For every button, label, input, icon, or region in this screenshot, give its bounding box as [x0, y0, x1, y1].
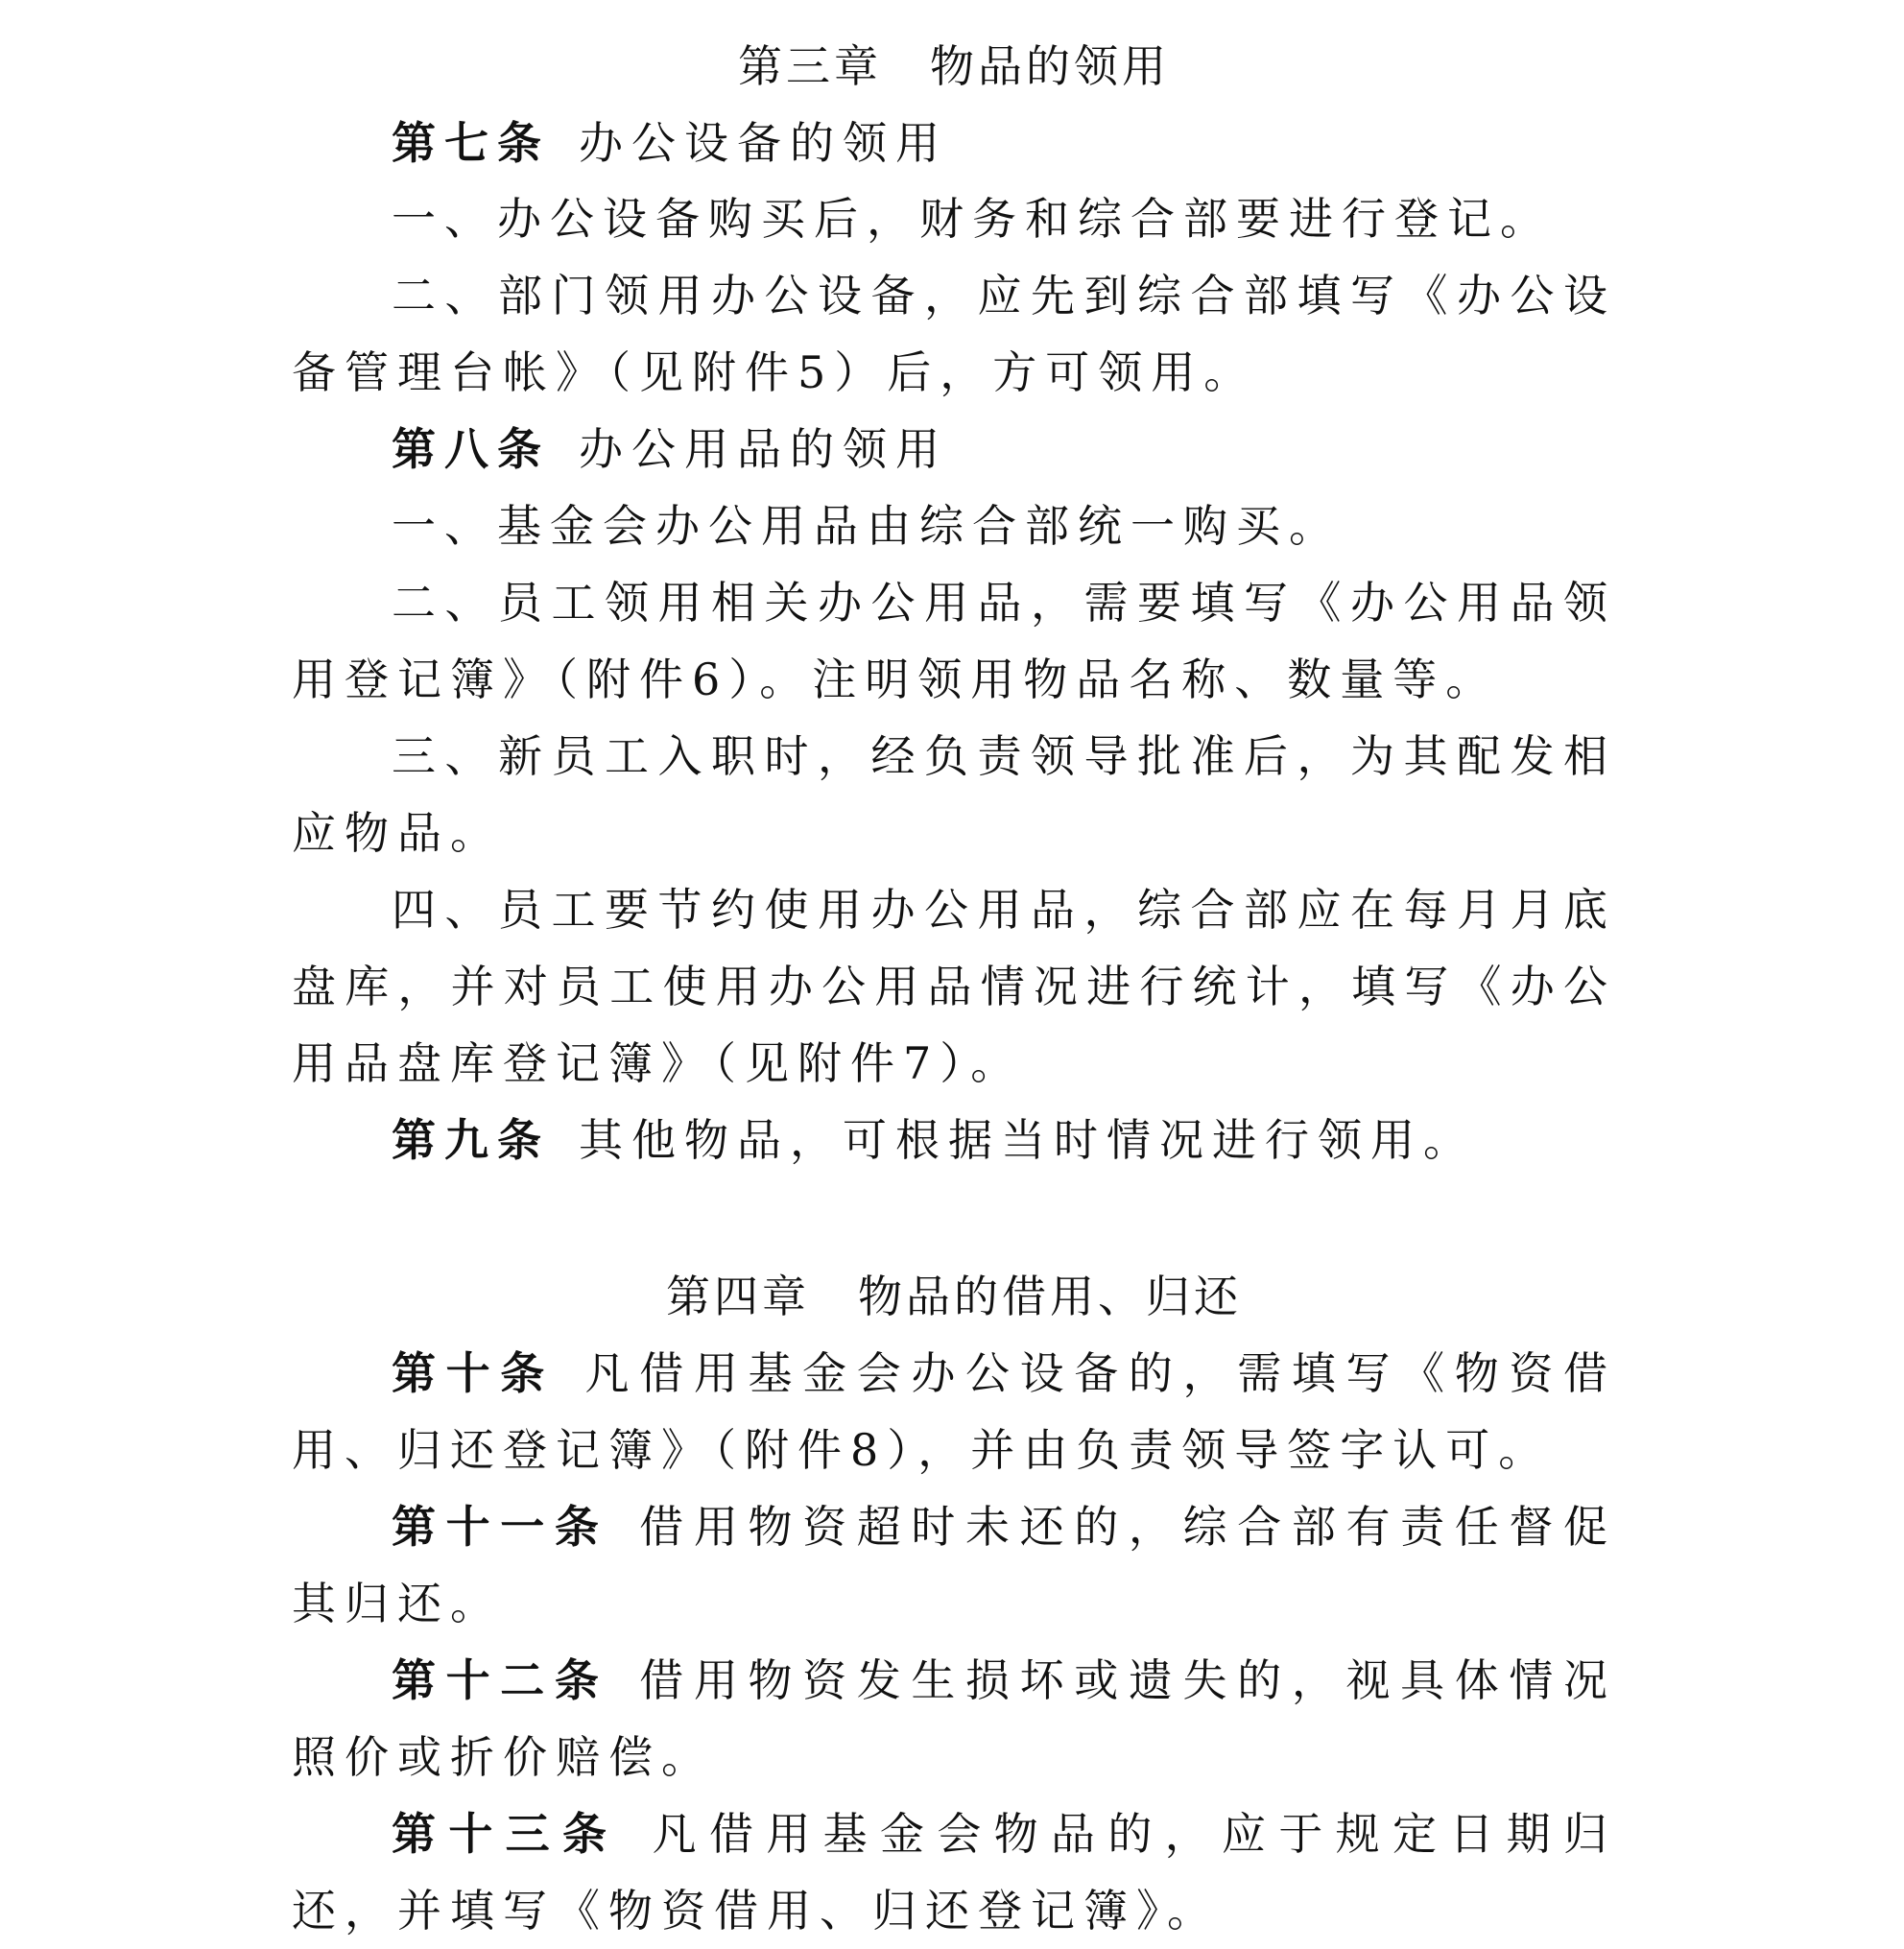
article-paragraph	[292, 1642, 1616, 1795]
document-page	[292, 0, 1617, 1937]
article-number: 第十三条	[392, 1808, 620, 1860]
article-text: 凡借用基金会物品的，应于规定日期归还，并填写《物资借用、归还登记簿》。	[292, 1808, 1617, 1937]
chapter-heading: 第四章 物品的借用、归还	[666, 1271, 1242, 1322]
article-text: 其他物品，可根据当时情况进行领用。	[579, 1114, 1476, 1166]
article-text: 办公设备的领用	[579, 117, 948, 169]
article-paragraph	[292, 1488, 1616, 1642]
clause-text: 一、基金会办公用品由综合部统一购买。	[392, 500, 1342, 552]
article-number: 第十一条	[392, 1501, 609, 1553]
article-number: 第七条	[392, 117, 550, 169]
clause-paragraph	[292, 257, 1616, 411]
article-number: 第十二条	[392, 1654, 609, 1706]
article-paragraph	[292, 1102, 1616, 1178]
article-number: 第九条	[392, 1114, 550, 1166]
clause-paragraph	[292, 564, 1616, 718]
article-paragraph	[292, 105, 1616, 181]
article-text: 借用物资超时未还的，综合部有责任督促其归还。	[292, 1501, 1617, 1629]
chapter-heading: 第三章 物品的领用	[738, 40, 1170, 92]
article-number: 第十条	[392, 1347, 555, 1399]
article-text: 凡借用基金会办公设备的，需填写《物资借用、归还登记簿》（附件8），并由负责领导签字认可。	[292, 1347, 1617, 1476]
article-text: 办公用品的领用	[579, 423, 948, 475]
clause-paragraph	[292, 718, 1616, 871]
clause-paragraph	[292, 871, 1616, 1102]
article-number: 第八条	[392, 423, 550, 475]
clause-paragraph	[292, 180, 1616, 257]
clause-paragraph	[292, 487, 1616, 564]
article-paragraph	[292, 411, 1616, 487]
article-paragraph	[292, 1795, 1616, 1949]
clause-text: 三、新员工入职时，经负责领导批准后，为其配发相应物品。	[292, 730, 1616, 859]
article-text: 借用物资发生损坏或遗失的，视具体情况照价或折价赔偿。	[292, 1654, 1617, 1783]
clause-text: 四、员工要节约使用办公用品，综合部应在每月月底盘库，并对员工使用办公用品情况进行统计，填写《办公用品盘库登记簿》（见附件7）。	[292, 884, 1616, 1089]
clause-text: 二、部门领用办公设备，应先到综合部填写《办公设备管理台帐》（见附件5）后，方可领用。	[292, 270, 1616, 398]
clause-text: 一、办公设备购买后，财务和综合部要进行登记。	[392, 193, 1553, 245]
article-paragraph	[292, 1335, 1616, 1488]
clause-text: 二、员工领用相关办公用品，需要填写《办公用品领用登记簿》（附件6）。注明领用物品名称、数量等。	[292, 577, 1616, 705]
